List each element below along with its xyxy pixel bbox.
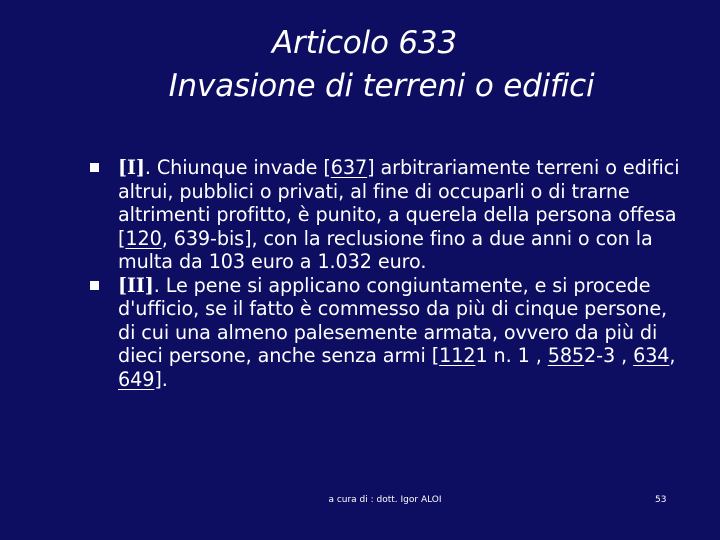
- title-article-subject: Invasione di terreni o edifici: [168, 68, 595, 104]
- reference-link[interactable]: 585: [547, 344, 585, 367]
- reference-link[interactable]: 634: [633, 344, 670, 367]
- paragraph-text: 1 n. 1 ,: [475, 344, 548, 367]
- paragraph-text: . Chiunque invade [: [144, 156, 331, 179]
- square-bullet-icon: [90, 163, 99, 172]
- paragraph-text: 2-3 ,: [584, 344, 634, 367]
- paragraph-text: , 639-bis], con la reclusione fino a due anni o con la multa da 103 euro a 1.032 euro.: [118, 226, 653, 273]
- title-article-number: Articolo 633: [272, 25, 457, 61]
- paragraph-marker: [II]: [118, 273, 154, 297]
- reference-link[interactable]: 112: [439, 344, 476, 367]
- reference-link[interactable]: 649: [118, 367, 155, 391]
- square-bullet-icon: [90, 281, 99, 290]
- bullet-list: [90, 156, 688, 391]
- footer-author: a cura di : dott. Igor ALOI: [328, 495, 442, 505]
- paragraph-text: ] arbitrariamente terreni o edifici altrui, pubblici o privati, al fine di occuparli o di trarne altrimenti profitto, è punito, a querela della persona offesa [: [118, 156, 680, 250]
- page-number: 53: [655, 495, 667, 505]
- paragraph-text: ].: [154, 367, 168, 391]
- reference-link[interactable]: 637: [330, 156, 368, 179]
- paragraph-text: . Le pene si applicano congiuntamente, e si procede d'ufficio, se il fatto è commesso da più di cinque persone, di cui una almeno palesemente armata, ovvero da più di dieci persone, anche senza armi [: [118, 273, 668, 367]
- bullet-item-paragraph-1: [90, 156, 688, 274]
- bullet-item-paragraph-2: [90, 274, 688, 392]
- slide-title: [0, 22, 720, 108]
- paragraph-text: ,: [669, 344, 676, 367]
- reference-link[interactable]: 120: [125, 226, 162, 250]
- paragraph-marker: [I]: [118, 156, 145, 179]
